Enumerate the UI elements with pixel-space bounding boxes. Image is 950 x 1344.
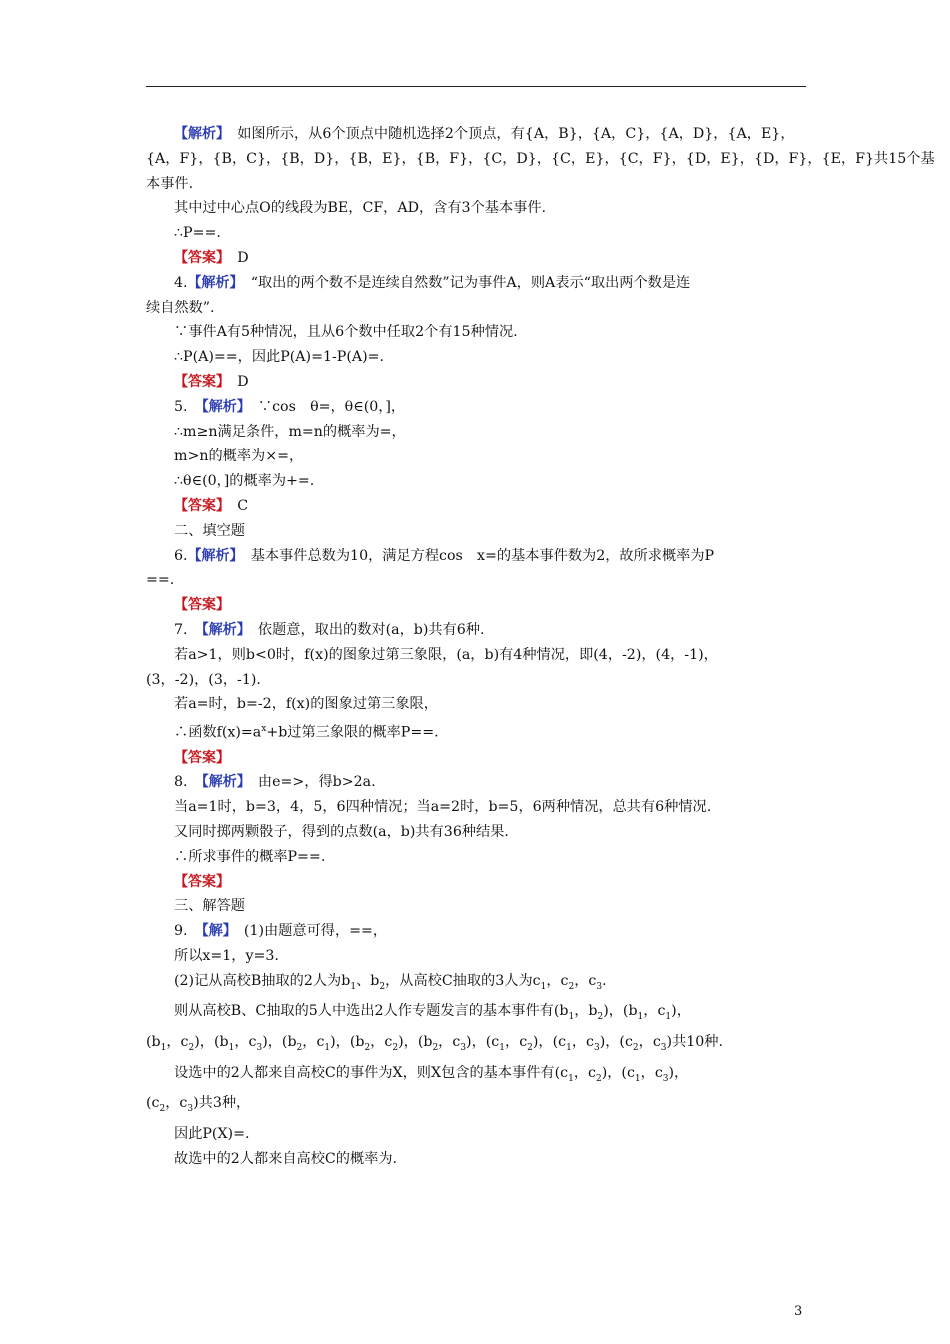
line-text: ∴P==. bbox=[174, 225, 221, 242]
line-text: ∵事件A有5种情况，且从6个数中任取2个有15种情况. bbox=[174, 324, 518, 341]
text-line bbox=[146, 1122, 808, 1147]
subscript: 2 bbox=[568, 981, 575, 992]
line-text: )， bbox=[671, 1003, 691, 1020]
line-text: ，c bbox=[546, 972, 569, 989]
subscript: 2 bbox=[632, 1042, 639, 1053]
answer-tag: 【答案】 bbox=[174, 597, 230, 614]
text-line bbox=[146, 795, 808, 820]
line-text: {A，F}，{B，C}，{B，D}，{B，E}，{B，F}，{C，D}，{C，E}，{C，F}，{D，E}，{D，F}，{E，F}共15个基 bbox=[146, 150, 935, 167]
subscript: 1 bbox=[568, 1012, 575, 1023]
analysis-tag: 【解析】 bbox=[187, 547, 237, 564]
text-line bbox=[146, 1091, 808, 1122]
line-text: )，(c bbox=[599, 1034, 633, 1051]
subscript: 1 bbox=[665, 1012, 672, 1023]
text-line bbox=[146, 172, 808, 197]
line-text: ，c bbox=[574, 972, 597, 989]
line-text: . bbox=[602, 972, 607, 989]
line-text: ，c bbox=[234, 1034, 257, 1051]
line-text: 依题意，取出的数对(a，b)共有6种. bbox=[243, 621, 485, 638]
line-text: ，c bbox=[573, 1064, 596, 1081]
subscript: 1 bbox=[499, 1042, 505, 1053]
line-text: )，(b bbox=[398, 1034, 433, 1051]
line-text: )共10种. bbox=[666, 1034, 724, 1051]
line-text: 8. bbox=[174, 774, 202, 791]
analysis-tag: 【解】 bbox=[201, 923, 230, 940]
text-line bbox=[146, 1061, 808, 1092]
line-text: ，c bbox=[638, 1034, 661, 1051]
text-line bbox=[146, 820, 808, 845]
line-text: ∴P(A)==，因此P(A)=1-P(A)=. bbox=[174, 349, 385, 366]
line-text: 4. bbox=[174, 274, 188, 291]
line-text: ∴所求事件的概率P==. bbox=[174, 848, 326, 865]
text-line bbox=[146, 746, 808, 771]
text-line bbox=[146, 494, 808, 519]
subscript: 1 bbox=[634, 1073, 641, 1084]
text-line bbox=[146, 296, 808, 321]
subscript: 1 bbox=[324, 1042, 331, 1053]
subscript: 3 bbox=[660, 1042, 667, 1053]
line-text: +b过第三象限的概率P==. bbox=[266, 724, 439, 741]
superscript: x bbox=[261, 724, 267, 735]
line-text: 若a=时，b=-2，f(x)的图象过第三象限， bbox=[174, 696, 438, 713]
line-text: C bbox=[223, 497, 249, 514]
subscript: 1 bbox=[160, 1042, 167, 1053]
line-text: 、b bbox=[356, 972, 380, 989]
subscript: 3 bbox=[187, 1104, 194, 1115]
line-text: 若a>1，则b<0时，f(x)的图象过第三象限，(a，b)有4种情况，即(4，-2)，(4，-1)， bbox=[174, 646, 718, 663]
text-line bbox=[146, 717, 808, 746]
line-text: 本事件. bbox=[146, 175, 194, 192]
subscript: 2 bbox=[527, 1042, 533, 1053]
line-text: (2)记从高校B抽取的2人为b bbox=[174, 972, 351, 989]
subscript: 3 bbox=[460, 1042, 467, 1053]
line-text: )，(c bbox=[532, 1034, 567, 1051]
line-text: D bbox=[223, 249, 249, 266]
text-line bbox=[146, 469, 808, 494]
subscript: 1 bbox=[350, 981, 357, 992]
subscript: 1 bbox=[568, 1073, 574, 1084]
subscript: 3 bbox=[256, 1042, 263, 1053]
line-text: )，(c bbox=[466, 1034, 500, 1051]
answer-tag: 【答案】 bbox=[174, 749, 230, 766]
line-text: 二、填空题 bbox=[174, 522, 245, 539]
text-line bbox=[146, 147, 935, 172]
line-text: 5. bbox=[174, 398, 202, 415]
text-line bbox=[146, 870, 808, 895]
subscript: 2 bbox=[364, 1042, 371, 1053]
line-text: (3，-2)，(3，-1). bbox=[146, 671, 261, 688]
subscript: 1 bbox=[566, 1042, 572, 1053]
analysis-tag: 【解析】 bbox=[174, 126, 223, 142]
line-text: ，从高校C抽取的3人为c bbox=[385, 972, 541, 989]
analysis-tag: 【解析】 bbox=[201, 398, 244, 415]
line-text: )，(b bbox=[194, 1034, 229, 1051]
subscript: 3 bbox=[662, 1073, 669, 1084]
text-line bbox=[146, 692, 808, 717]
line-text: )，(b bbox=[262, 1034, 297, 1051]
subscript: 1 bbox=[637, 1012, 644, 1023]
answer-tag: 【答案】 bbox=[174, 373, 223, 390]
line-text: 6. bbox=[174, 547, 188, 564]
subscript: 2 bbox=[597, 1012, 604, 1023]
subscript: 2 bbox=[188, 1042, 195, 1053]
subscript: 3 bbox=[596, 981, 603, 992]
subscript: 2 bbox=[379, 981, 386, 992]
line-text: ∵cos θ=，θ∈(0，]， bbox=[243, 398, 406, 415]
line-text: 基本事件总数为10，满足方程cos x=的基本事件数为2，故所求概率为P bbox=[236, 547, 715, 564]
answer-tag: 【答案】 bbox=[174, 249, 223, 266]
text-line bbox=[146, 618, 808, 643]
subscript: 2 bbox=[296, 1042, 303, 1053]
line-text: 当a=1时，b=3，4，5，6四种情况；当a=2时，b=5，6两种情况，总共有6种情况. bbox=[174, 799, 712, 816]
line-text: ∴m≥n满足条件，m=n的概率为=， bbox=[174, 423, 406, 440]
text-line bbox=[146, 999, 808, 1030]
analysis-tag: 【解析】 bbox=[201, 621, 244, 638]
line-text: ，c bbox=[571, 1034, 594, 1051]
line-text: 其中过中心点O的线段为BE，CF，AD，含有3个基本事件. bbox=[174, 200, 547, 217]
line-text: )，(b bbox=[330, 1034, 365, 1051]
line-text: 9. bbox=[174, 923, 202, 940]
page-number: 3 bbox=[794, 1304, 803, 1319]
text-line bbox=[146, 271, 808, 296]
text-line bbox=[146, 370, 808, 395]
text-line bbox=[146, 770, 808, 795]
line-text: )共3种， bbox=[193, 1095, 251, 1112]
document-body bbox=[146, 122, 935, 1172]
text-line bbox=[146, 643, 808, 668]
line-text: )， bbox=[668, 1064, 689, 1081]
line-text: (c bbox=[146, 1095, 160, 1112]
text-line bbox=[146, 969, 808, 1000]
text-line bbox=[146, 845, 808, 870]
line-text: D bbox=[223, 373, 249, 390]
text-line bbox=[146, 395, 808, 420]
subscript: 2 bbox=[432, 1042, 439, 1053]
line-text: ∴函数f(x)=a bbox=[174, 724, 262, 741]
line-text: 三、解答题 bbox=[174, 898, 245, 915]
text-line bbox=[146, 246, 808, 271]
line-text: “取出的两个数不是连续自然数”记为事件A，则A表示“取出两个数是连 bbox=[236, 274, 691, 291]
line-text: ，c bbox=[640, 1064, 663, 1081]
line-text: (1)由题意可得，==， bbox=[229, 923, 388, 940]
line-text: ∴θ∈(0，]的概率为+=. bbox=[174, 473, 315, 490]
text-line bbox=[146, 345, 808, 370]
subscript: 2 bbox=[159, 1104, 166, 1115]
line-text: )，(c bbox=[601, 1064, 635, 1081]
line-text: 则从高校B、C抽取的5人中选出2人作专题发言的基本事件有(b bbox=[174, 1003, 569, 1020]
analysis-tag: 【解析】 bbox=[201, 774, 244, 791]
line-text: 设选中的2人都来自高校C的事件为X，则X包含的基本事件有(c bbox=[174, 1064, 569, 1081]
text-line bbox=[146, 122, 808, 147]
text-line bbox=[146, 420, 808, 445]
line-text: 如图所示，从6个顶点中随机选择2个顶点，有{A，B}，{A，C}，{A，D}，{A，E}， bbox=[223, 126, 795, 142]
text-line bbox=[146, 320, 808, 345]
text-line bbox=[146, 544, 808, 569]
line-text: 因此P(X)=. bbox=[174, 1125, 250, 1142]
subscript: 2 bbox=[392, 1042, 399, 1053]
subscript: 3 bbox=[593, 1042, 600, 1053]
subscript: 2 bbox=[595, 1073, 602, 1084]
text-line bbox=[146, 919, 808, 944]
line-text: 故选中的2人都来自高校C的概率为. bbox=[174, 1150, 398, 1167]
subscript: 1 bbox=[228, 1042, 235, 1053]
text-line bbox=[146, 1147, 808, 1172]
line-text: ，c bbox=[165, 1095, 188, 1112]
text-line bbox=[146, 593, 808, 618]
header-rule bbox=[146, 86, 806, 87]
subscript: 1 bbox=[540, 981, 547, 992]
line-text: ==. bbox=[146, 572, 175, 589]
line-text: ，c bbox=[505, 1034, 528, 1051]
text-line bbox=[146, 668, 808, 693]
text-line bbox=[146, 444, 808, 469]
line-text: m>n的概率为×=， bbox=[174, 448, 304, 465]
line-text: ，b bbox=[574, 1003, 598, 1020]
line-text: 又同时掷两颗骰子，得到的点数(a，b)共有36种结果. bbox=[174, 824, 509, 841]
line-text: (b bbox=[146, 1034, 161, 1051]
answer-tag: 【答案】 bbox=[174, 497, 223, 514]
line-text: ，c bbox=[166, 1034, 189, 1051]
text-line bbox=[146, 519, 808, 544]
text-line bbox=[146, 894, 808, 919]
line-text: 续自然数”. bbox=[146, 299, 215, 316]
line-text: 7. bbox=[174, 621, 202, 638]
text-line bbox=[146, 568, 808, 593]
analysis-tag: 【解析】 bbox=[187, 274, 237, 291]
line-text: 所以x=1，y=3. bbox=[174, 948, 279, 965]
line-text: 由e=>，得b>2a. bbox=[243, 774, 376, 791]
line-text: ，c bbox=[370, 1034, 393, 1051]
line-text: )，(b bbox=[603, 1003, 638, 1020]
text-line bbox=[146, 196, 808, 221]
text-line bbox=[146, 1030, 808, 1061]
line-text: ，c bbox=[438, 1034, 461, 1051]
text-line bbox=[146, 221, 808, 246]
text-line bbox=[146, 944, 808, 969]
line-text: ，c bbox=[302, 1034, 325, 1051]
line-text: ，c bbox=[643, 1003, 666, 1020]
answer-tag: 【答案】 bbox=[174, 873, 230, 890]
